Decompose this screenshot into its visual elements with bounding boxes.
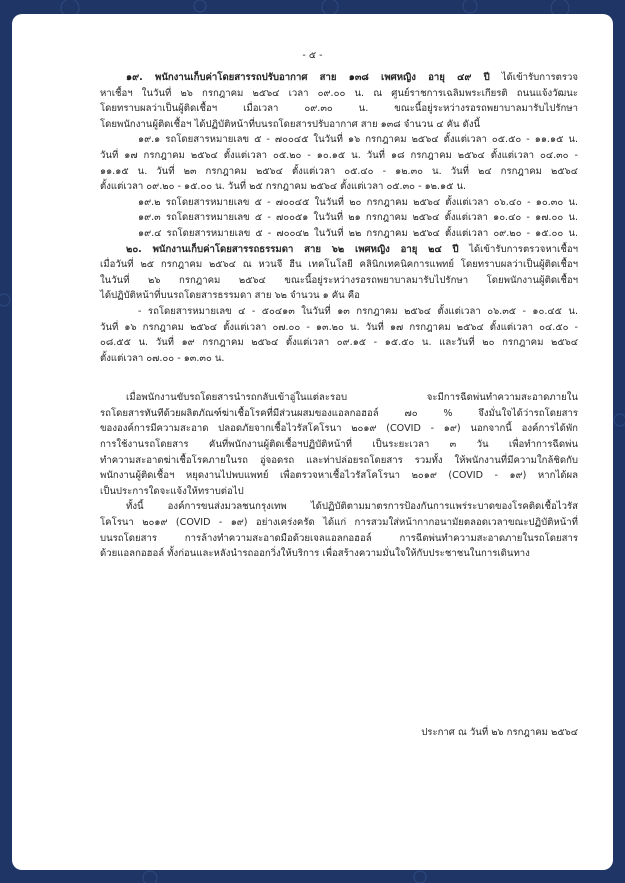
item19-line: โดยทราบผลว่าเป็นผู้ติดเชื้อฯ เมื่อเวลา ๐๙.๓๐ น. ขณะนี้อยู่ระหว่างรอรถพยาบาลมารับไปรักษา bbox=[100, 103, 578, 115]
item19-sub1-line: ตั้งแต่เวลา ๐๙.๒๐ - ๑๕.๐๐ น. วันที่ ๒๕ กรกฎาคม ๒๕๖๔ ตั้งแต่เวลา ๐๕.๓๐ - ๑๒.๑๕ น. bbox=[100, 181, 467, 193]
item19-sub3: ๑๙.๓ รถโดยสารหมายเลข ๕ - ๗๐๐๕๑ ในวันที่ ๒๑ กรกฎาคม ๒๕๖๔ ตั้งแต่เวลา ๑๐.๔๐ - ๑๗.๐๐ น. bbox=[138, 212, 578, 224]
item20-bus-line: - รถโดยสารหมายเลข ๔ - ๕๐๔๑๓ ในวันที่ ๑๓ กรกฎาคม ๒๕๖๔ ตั้งแต่เวลา ๐๖.๓๕ - ๑๐.๔๕ น. bbox=[138, 305, 578, 317]
item20-bus-line: วันที่ ๑๖ กรกฎาคม ๒๕๖๔ ตั้งแต่เวลา ๐๗.๐๐ - ๑๓.๒๐ น. วันที่ ๑๗ กรกฎาคม ๒๕๖๔ ตั้งแต่เวลา ๐๔.๕๐ - bbox=[100, 321, 578, 333]
document-page bbox=[12, 14, 613, 870]
announcement-date: ประกาศ ณ วันที่ ๒๖ กรกฎาคม ๒๕๖๔ bbox=[421, 727, 578, 738]
item20-line: ได้ปฏิบัติหน้าที่บนรถโดยสารธรรมดา สาย ๖๒ จำนวน ๑ คัน คือ bbox=[100, 290, 360, 302]
paragraph1-line: รถโดยสารทันทีด้วยผลิตภัณฑ์ฆ่าเชื้อโรคที่มีส่วนผสมของแอลกอฮอล์ ๗๐ % จึงมั่นใจได้ว่ารถโดยสาร bbox=[100, 407, 578, 419]
paragraph1-line: พนักงานผู้ติดเชื้อฯ หยุดงานไปพบแพทย์ เพื่อตรวจหาเชื้อไวรัสโคโรนา ๒๐๑๙ (COVID - ๑๙) หากได้ผล bbox=[100, 470, 578, 482]
item19-heading-line bbox=[100, 70, 578, 86]
item19-heading: ๑๙. พนักงานเก็บค่าโดยสารรถปรับอากาศ สาย ๑๓๘ เพศหญิง อายุ ๔๙ ปี bbox=[126, 72, 490, 83]
item20-bus-line: ๐๘.๕๕ น. วันที่ ๑๙ กรกฎาคม ๒๕๖๔ ตั้งแต่เวลา ๐๙.๑๕ - ๑๕.๕๐ น. และวันที่ ๒๐ กรกฎาคม ๒๕๖๔ bbox=[100, 337, 578, 349]
item20-line: เมื่อวันที่ ๒๕ กรกฎาคม ๒๕๖๔ ณ หวนจี ฮีน เทคโนโลยี คลินิกเทคนิคการแพทย์ โดยทราบผลว่าเป็นผู้ติดเชื้อฯ bbox=[100, 259, 578, 271]
paragraph1-line: ทำความสะอาดฆ่าเชื้อโรคภายในรถ อู่จอดรถ และท่าปล่อยรถโดยสาร รวมทั้ง ให้พนักงานที่มีความใกล้ชิดกับ bbox=[100, 454, 578, 466]
paragraph2-line: ทั้งนี้ องค์การขนส่งมวลชนกรุงเทพ ได้ปฏิบัติตามมาตรการป้องกันการแพร่ระบาดของโรคติดเชื้อไวรัส bbox=[126, 501, 578, 513]
item19-sub4: ๑๙.๔ รถโดยสารหมายเลข ๕ - ๗๐๐๔๒ ในวันที่ ๒๒ กรกฎาคม ๒๕๖๔ ตั้งแต่เวลา ๐๙.๒๐ - ๑๕.๐๐ น. bbox=[138, 227, 578, 239]
item20-bus-line: ตั้งแต่เวลา ๐๗.๐๐ - ๑๓.๓๐ น. bbox=[100, 352, 225, 364]
item19-sub1-line: ๑๙.๑ รถโดยสารหมายเลข ๕ - ๗๐๐๔๕ ในวันที่ ๑๖ กรกฎาคม ๒๕๖๔ ตั้งแต่เวลา ๐๕.๕๐ - ๑๑.๑๕ น. bbox=[138, 134, 578, 146]
item19-sub1-line: ๑๑.๑๕ น. วันที่ ๒๓ กรกฎาคม ๒๕๖๔ ตั้งแต่เวลา ๐๕.๔๐ - ๑๒.๓๐ น. วันที่ ๒๔ กรกฎาคม ๒๕๖๔ bbox=[100, 165, 578, 177]
paragraph2-line: โคโรนา ๒๐๑๙ (COVID - ๑๙) อย่างเคร่งครัด ได้แก่ การสวมใส่หน้ากากอนามัยตลอดเวลาขณะปฏิบัติหน้าที่ bbox=[100, 517, 578, 529]
item20-heading-tail: ได้เข้ารับการตรวจหาเชื้อฯ bbox=[469, 243, 578, 255]
document-body bbox=[100, 70, 578, 562]
paragraph1-line: เป็นประการใดจะแจ้งให้ทราบต่อไป bbox=[100, 485, 244, 497]
paragraph2-line: บนรถโดยสาร การล้างทำความสะอาดมือด้วยเจลแอลกอฮอล์ การฉีดพ่นทำความสะอาดภายในรถโดยสาร bbox=[100, 532, 578, 544]
page-number: - ๕ - bbox=[302, 50, 323, 61]
paragraph1-line: การใช้งานรถโดยสาร คันที่พนักงานผู้ติดเชื้อฯปฏิบัติหน้าที่ เป็นระยะเวลา ๓ วัน เพื่อทำการฉีดพ่น bbox=[100, 439, 578, 451]
paragraph2-line: ด้วยแอลกอฮอล์ ทั้งก่อนและหลังนำรถออกวิ่งให้บริการ เพื่อสร้างความมั่นใจให้กับประชาชนในการเดินทาง bbox=[100, 548, 530, 560]
item19-sub1-line: วันที่ ๑๗ กรกฎาคม ๒๕๖๔ ตั้งแต่เวลา ๐๕.๒๐ - ๑๐.๑๕ น. วันที่ ๑๘ กรกฎาคม ๒๕๖๔ ตั้งแต่เวลา ๐๔.๓๐ - bbox=[100, 149, 578, 161]
item20-line: ในวันที่ ๒๖ กรกฎาคม ๒๕๖๔ ขณะนี้อยู่ระหว่างรอรถพยาบาลมารับไปรักษา โดยพนักงานผู้ติดเชื้อฯ bbox=[100, 274, 578, 286]
paragraph1-line: ขององค์การมีความสะอาด ปลอดภัยจากเชื้อไวรัสโคโรนา ๒๐๑๙ (COVID - ๑๙) นอกจากนี้ องค์การได้พัก bbox=[100, 423, 578, 435]
item19-heading-tail: ได้เข้ารับการตรวจ bbox=[501, 72, 578, 83]
item19-line: โดยพนักงานผู้ติดเชื้อฯ ได้ปฏิบัติหน้าที่บนรถโดยสารปรับอากาศ สาย ๑๓๘ จำนวน ๔ คัน ดังนี้ bbox=[100, 118, 481, 130]
item19-sub2: ๑๙.๒ รถโดยสารหมายเลข ๕ - ๗๐๐๔๕ ในวันที่ ๒๐ กรกฎาคม ๒๕๖๔ ตั้งแต่เวลา ๐๖.๔๐ - ๑๐.๓๐ น. bbox=[138, 196, 578, 208]
paragraph1-line: เมื่อพนักงานขับรถโดยสารนำรถกลับเข้าอู่ในแต่ละรอบ จะมีการฉีดพ่นทำความสะอาดภายใน bbox=[126, 392, 578, 404]
item20-heading-line bbox=[100, 242, 578, 258]
item19-line: หาเชื้อฯ ในวันที่ ๒๖ กรกฎาคม ๒๕๖๔ เวลา ๐๙.๐๐ น. ณ ศูนย์ราชการเฉลิมพระเกียรติ ถนนแจ้งวัฒนะ bbox=[100, 87, 578, 99]
item20-heading: ๒๐. พนักงานเก็บค่าโดยสารรถธรรมดา สาย ๖๒ เพศหญิง อายุ ๒๔ ปี bbox=[126, 243, 459, 255]
